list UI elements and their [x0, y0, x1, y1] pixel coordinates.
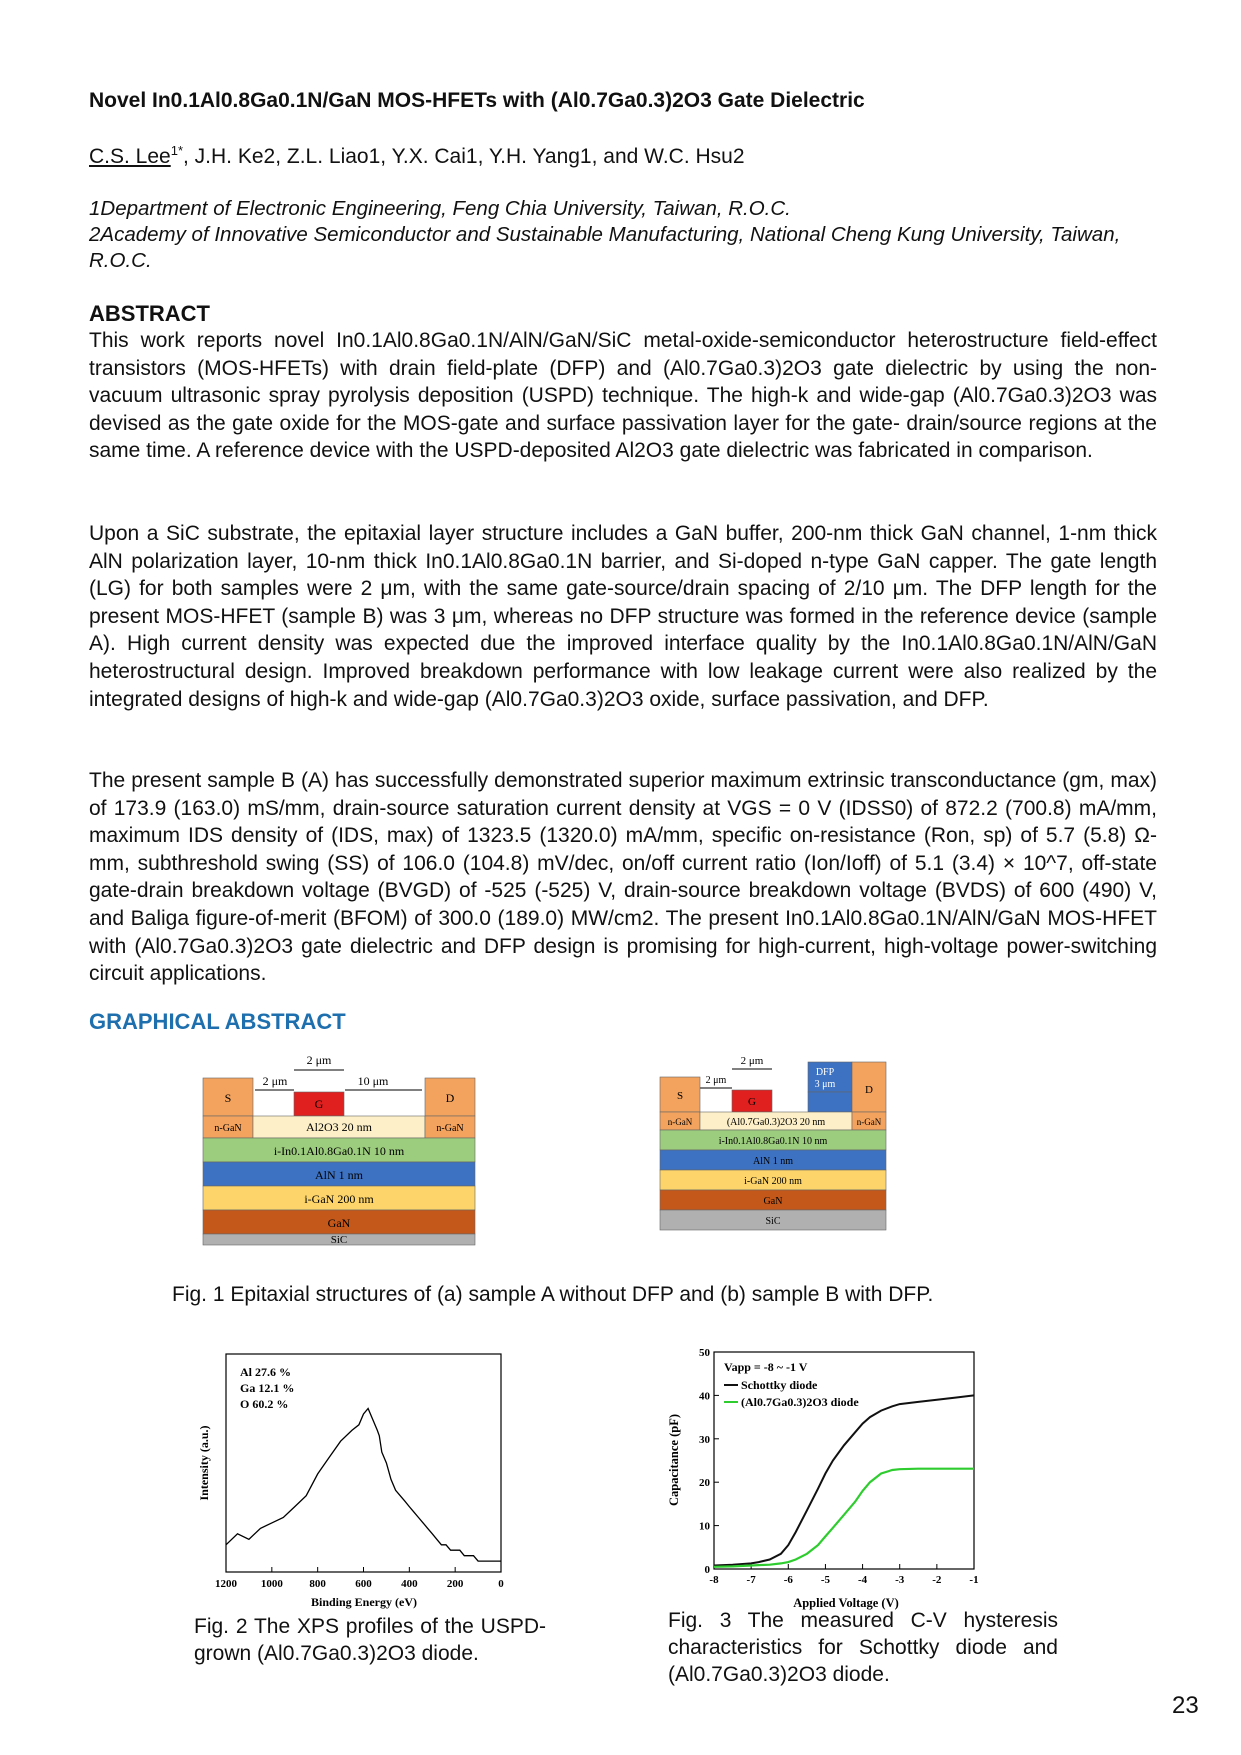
- fig1b-dim-left: 2 μm: [705, 1075, 727, 1086]
- fig2-xtick-label: 1000: [260, 1578, 283, 1590]
- fig2-xtick-label: 400: [401, 1578, 418, 1590]
- fig2-ylabel: Intensity (a.u.): [197, 1425, 211, 1501]
- other-authors: , J.H. Ke2, Z.L. Liao1, Y.X. Cai1, Y.H. Yang1, and W.C. Hsu2: [183, 145, 745, 168]
- author-mark: 1*: [170, 143, 184, 158]
- fig1-structure-a: [200, 1052, 482, 1247]
- fig1b-layer-igan-label: i-GaN 200 nm: [744, 1176, 802, 1187]
- fig2-xtick-label: 0: [498, 1578, 504, 1590]
- fig1b-gate-label: G: [748, 1096, 756, 1108]
- fig2-xtick-label: 1200: [215, 1578, 237, 1590]
- fig1b-ngan-right-label: n-GaN: [856, 1117, 882, 1127]
- fig1b-oxide-label: (Al0.7Ga0.3)2O3 20 nm: [726, 1117, 826, 1128]
- graphical-abstract-heading: GRAPHICAL ABSTRACT: [89, 1009, 346, 1034]
- fig3-ylabel: Capacitance (pF): [667, 1414, 681, 1506]
- page-number: 23: [1172, 1692, 1199, 1719]
- fig3-ytick-label: 50: [699, 1347, 710, 1359]
- fig1a-layer-aln-label: AlN 1 nm: [315, 1168, 363, 1182]
- fig1a-ngan-right-label: n-GaN: [436, 1123, 464, 1134]
- fig3-cv-chart: [664, 1330, 1004, 1612]
- fig3-xtick-label: -1: [969, 1574, 979, 1586]
- fig3-xlabel: Applied Voltage (V): [793, 1596, 899, 1610]
- abstract-heading: ABSTRACT: [89, 301, 210, 326]
- fig1b-ngan-left-label: n-GaN: [667, 1117, 693, 1127]
- fig1b-source-label: S: [676, 1090, 684, 1102]
- fig2-caption: Fig. 2 The XPS profiles of the USPD-grown (Al0.7Ga0.3)2O3 diode.: [194, 1615, 546, 1665]
- fig3-ytick-label: 30: [699, 1433, 710, 1446]
- fig2-xlabel: Binding Energy (eV): [310, 1595, 418, 1609]
- affiliations: [89, 196, 1149, 274]
- fig3-xtick-label: -3: [895, 1574, 905, 1586]
- fig2-series-line: [226, 1409, 501, 1562]
- fig3-legend-oxide: (Al0.7Ga0.3)2O3 diode: [741, 1395, 859, 1409]
- fig2-annotation-al: Al 27.6 %: [240, 1365, 291, 1379]
- fig1a-gate-label: G: [314, 1097, 324, 1111]
- fig1b-dfp-stem: [808, 1092, 852, 1112]
- fig1a-dim-right: 10 μm: [357, 1074, 389, 1088]
- fig1a-layer-sic-label: SiC: [330, 1234, 348, 1246]
- paper-title: Novel In0.1Al0.8Ga0.1N/GaN MOS-HFETs with (Al0.7Ga0.3)2O3 Gate Dielectric: [89, 89, 865, 112]
- fig3-series-schottky: [714, 1395, 974, 1565]
- fig1a-dim-left: 2 μm: [262, 1074, 288, 1088]
- fig3-ytick-label: 0: [704, 1564, 710, 1576]
- abstract-paragraph-1: This work reports novel In0.1Al0.8Ga0.1N/AlN/GaN/SiC metal-oxide-semiconductor heterostructure field-effect transistors (MOS-HFETs) with drain field-plate (DFP) and (Al0.7Ga0.3)2O3 gate dielectric by using the non-vacuum ultrasonic spray pyrolysis deposition (USPD) technique. The high-k and wide-gap (Al0.7Ga0.3)2O3 was devised as the gate oxide for the MOS-gate and surface passivation layer for the gate- drain/source regions at the same time. A reference device with the USPD-deposited Al2O3 gate dielectric was fabricated in comparison.: [89, 329, 1157, 463]
- fig1-caption: Fig. 1 Epitaxial structures of (a) sample A without DFP and (b) sample B with DFP.: [172, 1283, 934, 1306]
- fig1a-oxide-label: Al2O3 20 nm: [306, 1120, 372, 1134]
- fig1-structure-b: [658, 1052, 888, 1236]
- fig3-xtick-label: -7: [746, 1574, 756, 1586]
- fig3-xtick-label: -5: [820, 1574, 831, 1586]
- fig1a-drain-label: D: [445, 1091, 455, 1105]
- fig2-xtick-label: 600: [355, 1578, 372, 1590]
- fig1b-layer-gan-label: GaN: [763, 1196, 783, 1207]
- fig1a-dim-top: 2 μm: [306, 1053, 332, 1067]
- fig1b-layer-aln-label: AlN 1 nm: [753, 1156, 793, 1167]
- corresponding-author: C.S. Lee: [89, 145, 171, 168]
- fig3-ytick-label: 40: [699, 1390, 710, 1403]
- fig3-series-oxide: [714, 1469, 974, 1567]
- affiliation-1: 1Department of Electronic Engineering, Feng Chia University, Taiwan, R.O.C.: [89, 197, 791, 220]
- fig1a-layer-barrier-label: i-In0.1Al0.8Ga0.1N 10 nm: [273, 1144, 405, 1158]
- fig3-xtick-label: -2: [932, 1574, 942, 1586]
- fig2-xtick-label: 800: [309, 1578, 326, 1590]
- fig1b-dfp-label: DFP: [815, 1067, 835, 1078]
- fig3-ytick-label: 20: [699, 1477, 710, 1490]
- author-list: [89, 143, 745, 169]
- fig1a-source-label: S: [224, 1091, 232, 1105]
- affiliation-2: 2Academy of Innovative Semiconductor and Sustainable Manufacturing, National Cheng Kung University, Taiwan, R.O.C.: [89, 223, 1121, 272]
- fig1b-dim-top: 2 μm: [740, 1055, 764, 1067]
- fig3-legend-schottky: Schottky diode: [741, 1378, 818, 1392]
- abstract-paragraph-3: The present sample B (A) has successfully demonstrated superior maximum extrinsic transconductance (gm, max) of 173.9 (163.0) mS/mm, drain-source saturation current density at VGS = 0 V (IDSS0) of 872.2 (700.8) mA/mm, maximum IDS density of (IDS, max) of 1323.5 (1320.0) mA/mm, specific on-resistance (Ron, sp) of 5.7 (5.8) Ω-mm, subthreshold swing (SS) of 106.0 (104.8) mV/dec, on/off current ratio (Ion/Ioff) of 5.1 (3.4) × 10^7, off-state gate-drain breakdown voltage (BVGD) of -525 (-525) V, drain-source breakdown voltage (BVDS) of 600 (490) V, and Baliga figure-of-merit (BFOM) of 300.0 (189.0) MW/cm2. The present In0.1Al0.8Ga0.1N/AlN/GaN MOS-HFET with (Al0.7Ga0.3)2O3 gate dielectric and DFP design is promising for high-current, high-voltage power-switching circuit applications.: [89, 769, 1157, 986]
- fig2-xtick-label: 200: [446, 1578, 464, 1590]
- fig2-xps-chart: [196, 1344, 526, 1614]
- fig1b-layer-sic-label: SiC: [765, 1216, 781, 1227]
- fig3-xtick-label: -6: [783, 1574, 793, 1586]
- fig3-ytick-label: 10: [699, 1520, 710, 1533]
- fig2-annotation-ga: Ga 12.1 %: [240, 1381, 295, 1395]
- abstract-paragraph-2: Upon a SiC substrate, the epitaxial layer structure includes a GaN buffer, 200-nm thick GaN channel, 1-nm thick AlN polarization layer, 10-nm thick In0.1Al0.8Ga0.1N barrier, and Si-doped n-type GaN capper. The gate length (LG) for both samples were 2 μm, with the same gate-source/drain spacing of 2/10 μm. The DFP length for the present MOS-HFET (sample B) was 3 μm, whereas no DFP structure was formed in the reference device (sample A). High current density was expected due the improved interface quality by the In0.1Al0.8Ga0.1N/AlN/GaN heterostructural design. Improved breakdown performance with low leakage current were also realized by the integrated designs of high-k and wide-gap (Al0.7Ga0.3)2O3 oxide, surface passivation, and DFP.: [89, 522, 1157, 711]
- fig1a-layer-igan-label: i-GaN 200 nm: [304, 1192, 374, 1206]
- fig3-xtick-label: -4: [857, 1574, 868, 1586]
- fig2-annotation-o: O 60.2 %: [240, 1397, 289, 1411]
- fig3-xtick-label: -8: [709, 1574, 719, 1586]
- fig3-legend-title: Vapp = -8 ~ -1 V: [724, 1360, 808, 1374]
- fig1a-ngan-left-label: n-GaN: [214, 1123, 242, 1134]
- fig1b-drain-label: D: [865, 1084, 873, 1096]
- fig1b-layer-barrier-label: i-In0.1Al0.8Ga0.1N 10 nm: [718, 1136, 828, 1147]
- fig3-caption: Fig. 3 The measured C-V hysteresis characteristics for Schottky diode and (Al0.7Ga0.3)2O3 diode.: [668, 1609, 1058, 1686]
- fig1a-layer-gan-label: GaN: [327, 1216, 351, 1230]
- fig1b-dfp-length: 3 μm: [814, 1079, 836, 1090]
